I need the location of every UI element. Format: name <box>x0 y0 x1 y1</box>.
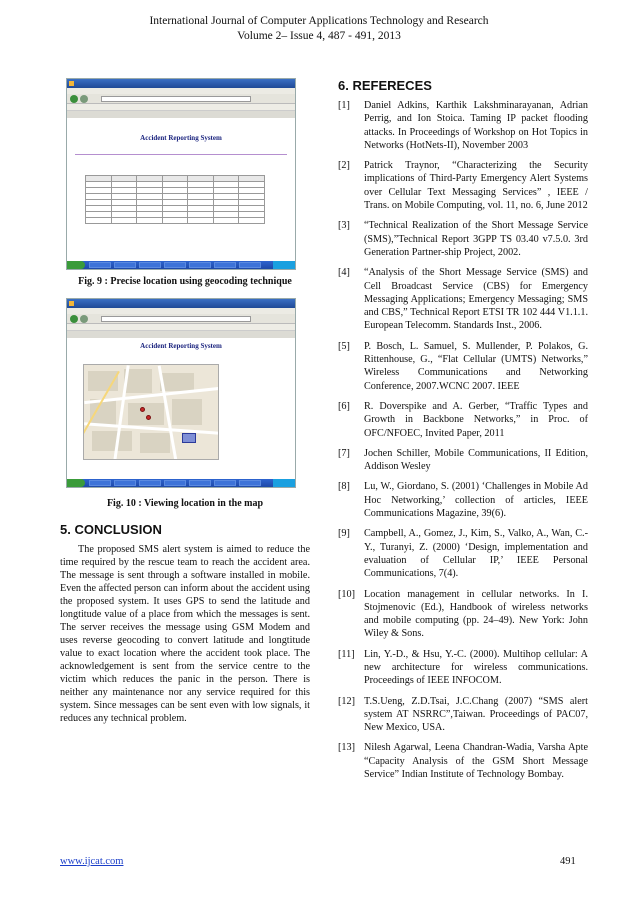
figure-9-screenshot <box>66 78 296 270</box>
reference-list <box>338 99 588 781</box>
back-icon <box>70 315 78 323</box>
reference-item: [13] Nilesh Agarwal, Leena Chandran-Wadia, Varsha Apte “Capacity Analysis of the GSM Short Message Service” Indian Institute of Technology Bombay. <box>338 742 588 781</box>
address-bar <box>101 316 251 322</box>
divider <box>75 154 287 155</box>
app-title: Accident Reporting System <box>140 342 222 350</box>
start-button <box>67 261 85 269</box>
reference-item: [2] Patrick Traynor, “Characterizing the Security implications of Third-Party Emergency Alert Systems over Cellular Text Messaging Services” , IEEE / Trans. on Mobile Computing, vol. 11, no. 6, June 2012 <box>338 160 588 212</box>
browser-icon <box>69 81 74 86</box>
reference-item: [9] Campbell, A., Gomez, J., Kim, S., Valko, A., Wan, C.-Y., Turanyi, Z. (2000) ‘Design, implementation and evaluation of Cellular IP,’ IEEE Personal Communications, 7(4). <box>338 528 588 580</box>
browser-tabbar <box>67 331 295 338</box>
figure-10-caption: Fig. 10 : Viewing location in the map <box>106 498 264 509</box>
reference-item: [5] P. Bosch, L. Samuel, S. Mullender, P. Polakos, G. Rittenhouse, G., “Flat Cellular (UMTS) Networks,” Wireless Communications and Networking Conference, 2007.WCNC 2007. IEEE <box>338 340 588 392</box>
windows-taskbar <box>67 479 295 487</box>
start-button <box>67 479 85 487</box>
forward-icon <box>80 315 88 323</box>
app-title: Accident Reporting System <box>140 134 222 142</box>
references-heading: 6. REFERECES <box>338 78 432 93</box>
address-bar <box>101 96 251 102</box>
journal-volume: Volume 2– Issue 4, 487 - 491, 2013 <box>237 30 401 42</box>
reference-item: [4] “Analysis of the Short Message Service (SMS) and Cell Broadcast Service (CBS) for Emergency Messaging Applications; Emergency Messaging; SMS and CBS,” Technical Report ETSI TR 102 444 V1.1.1. European Telecomm. Standards Inst., 2006. <box>338 267 588 332</box>
browser-tabbar <box>67 111 295 118</box>
location-marker-icon <box>140 407 145 412</box>
conclusion-paragraph: The proposed SMS alert system is aimed to reduce the time required by the rescue team to reach the accident area. The message is sent through a software installed in mobile. Even the affected person can inform about the accident using the proposed system. It uses GPS to send the latitude and longtitude value of a place from which the messages is sent. The server receives the message using GSM Modem and uses reverse geocoding to convert latitude and longtitude value to exact location where the accident took place. The acknowledgement is sent from the service centre to the victim which reduces the panic in the person. There is neither any maintenance nor any service required for this system. Since messages can be sent even with low signals, it reduces any technical problem. <box>60 544 310 724</box>
windows-taskbar <box>67 261 295 269</box>
browser-titlebar <box>67 79 295 88</box>
reference-item: [11] Lin, Y.-D., & Hsu, Y.-C. (2000). Multihop cellular: A new architecture for wireless communications. Proceedings of IEEE INFOCOM. <box>338 648 588 687</box>
reference-item: [7] Jochen Schiller, Mobile Communications, II Edition, Addison Wesley <box>338 447 588 473</box>
location-map <box>83 364 219 460</box>
reference-item: [10] Location management in cellular networks. In I. Stojmenovic (Ed.), Handbook of wireless networks and mobile computing (pp. 24–49). New York: John Wiley & Sons. <box>338 588 588 640</box>
figure-9-caption: Fig. 9 : Precise location using geocoding technique <box>78 276 292 287</box>
journal-url-link[interactable]: www.ijcat.com <box>60 856 124 867</box>
reference-item: [8] Lu, W., Giordano, S. (2001) ‘Challenges in Mobile Ad Hoc Networking,’ collection of articles, IEEE Communications Magazine, 39(6). <box>338 481 588 520</box>
system-tray <box>273 261 295 269</box>
figure-10-screenshot <box>66 298 296 488</box>
browser-navbar <box>67 94 295 104</box>
map-overview-box <box>182 433 196 443</box>
records-table <box>85 175 265 224</box>
bookmarks-bar <box>67 324 295 331</box>
bookmarks-bar <box>67 104 295 111</box>
page-area <box>67 338 295 479</box>
back-icon <box>70 95 78 103</box>
right-column <box>338 78 588 788</box>
system-tray <box>273 479 295 487</box>
reference-item: [12] T.S.Ueng, Z.D.Tsai, J.C.Chang (2007) “SMS alert system AT NSRRC”,Taiwan. Proceedings of PAC07, New Mexico, USA. <box>338 695 588 734</box>
page-number: 491 <box>560 856 576 867</box>
conclusion-heading: 5. CONCLUSION <box>60 522 162 537</box>
reference-item: [3] “Technical Realization of the Short Message Service (SMS),”Technical Report 3GPP TS 03.40 v7.5.0. 3rd Generation Partner-ship Project, 2002. <box>338 220 588 258</box>
left-column <box>60 78 310 725</box>
browser-titlebar <box>67 299 295 308</box>
reference-item: [1] Daniel Adkins, Karthik Lakshminarayanan, Adrian Perrig, and Ion Stoica. Taming IP packet flooding attacks. In Proceedings of Workshop on Hot Topics in Networks (HotNets-II), November 2003 <box>338 100 588 151</box>
forward-icon <box>80 95 88 103</box>
browser-navbar <box>67 314 295 324</box>
browser-icon <box>69 301 74 306</box>
journal-header <box>0 14 638 44</box>
location-marker-icon <box>146 415 151 420</box>
journal-title: International Journal of Computer Applications Technology and Research <box>149 15 489 27</box>
reference-item: [6] R. Doverspike and A. Gerber, “Traffic Types and Growth in Backbone Networks,” in Proc. of OFC/NFOEC, Invited Paper, 2011 <box>338 400 588 439</box>
